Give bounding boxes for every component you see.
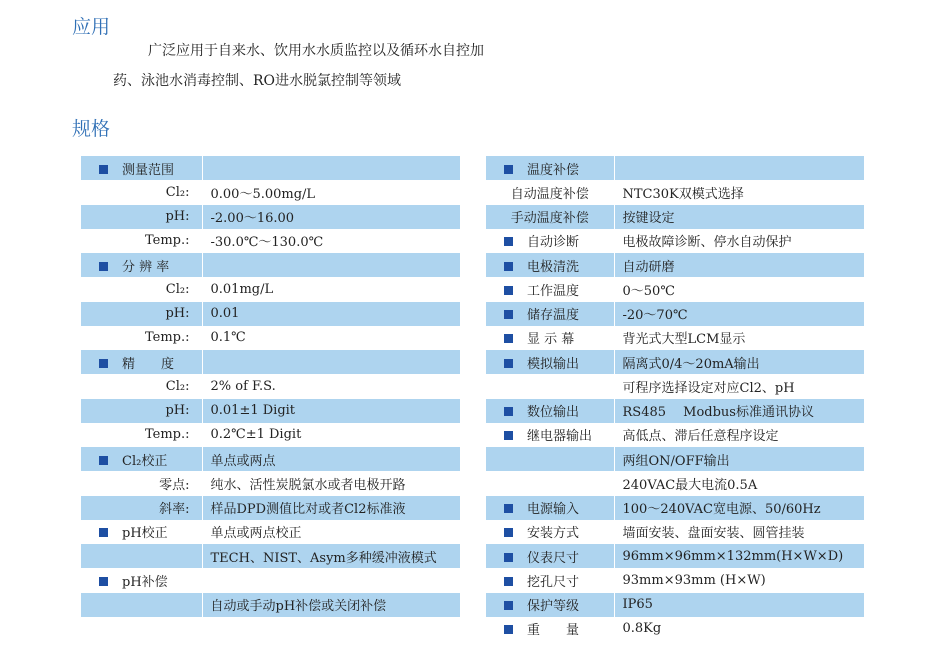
spec-label: 仪表尺寸 bbox=[527, 550, 580, 566]
spec-row-left bbox=[81, 544, 460, 568]
spec-value bbox=[202, 156, 460, 180]
spec-value: 背光式大型LCM显示 bbox=[614, 326, 864, 350]
spec-label: pH补偿 bbox=[122, 574, 168, 590]
square-bullet-icon bbox=[504, 625, 513, 634]
spec-row-left bbox=[81, 180, 460, 204]
spec-label-cell bbox=[81, 156, 202, 180]
spec-value: 2% of F.S. bbox=[202, 374, 460, 398]
spec-label-cell bbox=[81, 568, 202, 592]
spec-row-right bbox=[486, 544, 864, 568]
spec-label-cell bbox=[81, 496, 202, 520]
square-bullet-icon bbox=[504, 528, 513, 537]
spec-row-left bbox=[81, 374, 460, 398]
spec-label-cell bbox=[81, 277, 202, 301]
spec-row-left bbox=[81, 520, 460, 544]
spec-label-cell bbox=[486, 593, 614, 617]
spec-value: 0.01 bbox=[202, 302, 460, 326]
spec-label-cell bbox=[486, 302, 614, 326]
spec-label-cell bbox=[81, 350, 202, 374]
spec-row-left bbox=[81, 593, 460, 617]
spec-row-left bbox=[81, 496, 460, 520]
spec-row-right bbox=[486, 617, 864, 641]
spec-label: Cl₂校正 bbox=[122, 453, 168, 469]
spec-label-cell bbox=[81, 399, 202, 423]
spec-value: NTC30K双模式选择 bbox=[614, 180, 864, 204]
spec-label: 手动温度补偿 bbox=[510, 211, 589, 227]
spec-label-cell bbox=[81, 520, 202, 544]
square-bullet-icon bbox=[504, 577, 513, 586]
spec-value: 可程序选择设定对应Cl2、pH bbox=[614, 374, 864, 398]
spec-label: 电极清洗 bbox=[527, 259, 580, 275]
spec-value: TECH、NIST、Asym多种缓冲液模式 bbox=[202, 544, 460, 568]
square-bullet-icon bbox=[504, 286, 513, 295]
spec-label-cell bbox=[81, 447, 202, 471]
spec-value: 自动或手动pH补偿或关闭补偿 bbox=[202, 593, 460, 617]
spec-row-right bbox=[486, 447, 864, 471]
spec-label: 自动温度补偿 bbox=[510, 186, 589, 202]
spec-label: 温度补偿 bbox=[527, 162, 580, 178]
spec-label-cell bbox=[81, 593, 202, 617]
spec-row-left bbox=[81, 277, 460, 301]
spec-value: 0.2℃±1 Digit bbox=[202, 423, 460, 447]
spec-row-left bbox=[81, 156, 460, 180]
spec-value: 93mm×93mm (H×W) bbox=[614, 568, 864, 592]
spec-label-cell bbox=[81, 326, 202, 350]
square-bullet-icon bbox=[504, 553, 513, 562]
spec-label: 测量范围 bbox=[122, 162, 175, 178]
application-text-line-2: 药、泳池水消毒控制、RO进水脱氯控制等领域 bbox=[113, 73, 402, 89]
spec-label-cell bbox=[81, 374, 202, 398]
spec-value: 电极故障诊断、停水自动保护 bbox=[614, 229, 864, 253]
spec-value: 高低点、滞后任意程序设定 bbox=[614, 423, 864, 447]
square-bullet-icon bbox=[504, 165, 513, 174]
spec-label-cell bbox=[486, 229, 614, 253]
spec-label: 挖孔尺寸 bbox=[527, 574, 580, 590]
square-bullet-icon bbox=[504, 601, 513, 610]
spec-row-right bbox=[486, 302, 864, 326]
spec-label: Temp.: bbox=[144, 330, 190, 346]
spec-label-cell bbox=[486, 374, 614, 398]
spec-row-left bbox=[81, 326, 460, 350]
spec-row-right bbox=[486, 496, 864, 520]
spec-label: Temp.: bbox=[144, 233, 190, 249]
spec-label: 继电器输出 bbox=[527, 429, 593, 445]
square-bullet-icon bbox=[504, 407, 513, 416]
spec-label: Cl₂: bbox=[165, 184, 190, 200]
square-bullet-icon bbox=[504, 334, 513, 343]
square-bullet-icon bbox=[99, 456, 108, 465]
spec-value: 0.01mg/L bbox=[202, 277, 460, 301]
application-text-line-1: 广泛应用于自来水、饮用水水质监控以及循环水自控加 bbox=[148, 43, 484, 59]
spec-label-cell bbox=[486, 617, 614, 641]
spec-label: pH: bbox=[165, 306, 190, 322]
spec-value: 样品DPD测值比对或者Cl2标准液 bbox=[202, 496, 460, 520]
spec-label: 储存温度 bbox=[527, 308, 580, 324]
square-bullet-icon bbox=[504, 359, 513, 368]
spec-label: 安装方式 bbox=[527, 526, 580, 542]
spec-row-right bbox=[486, 205, 864, 229]
spec-value: 墙面安装、盘面安装、圆管挂装 bbox=[614, 520, 864, 544]
spec-label-cell bbox=[486, 496, 614, 520]
spec-label: 自动诊断 bbox=[527, 235, 580, 251]
spec-row-right bbox=[486, 350, 864, 374]
spec-value: -20～70℃ bbox=[614, 302, 864, 326]
spec-row-right bbox=[486, 568, 864, 592]
spec-value: 单点或两点校正 bbox=[202, 520, 460, 544]
spec-row-right bbox=[486, 277, 864, 301]
spec-label-cell bbox=[486, 326, 614, 350]
spec-row-left bbox=[81, 205, 460, 229]
spec-row-right bbox=[486, 399, 864, 423]
spec-row-left bbox=[81, 399, 460, 423]
spec-label-cell bbox=[81, 205, 202, 229]
spec-value: 纯水、活性炭脱氯水或者电极开路 bbox=[202, 471, 460, 495]
spec-value: RS485 Modbus标准通讯协议 bbox=[614, 399, 864, 423]
spec-label-cell bbox=[486, 205, 614, 229]
spec-value: 隔离式0/4～20mA输出 bbox=[614, 350, 864, 374]
spec-row-right bbox=[486, 374, 864, 398]
spec-label-cell bbox=[486, 399, 614, 423]
spec-value: 单点或两点 bbox=[202, 447, 460, 471]
spec-label: 重 量 bbox=[527, 623, 580, 639]
square-bullet-icon bbox=[99, 262, 108, 271]
spec-row-left bbox=[81, 423, 460, 447]
spec-value: 100～240VAC宽电源、50/60Hz bbox=[614, 496, 864, 520]
spec-label-cell bbox=[486, 180, 614, 204]
spec-label: 零点: bbox=[159, 477, 190, 493]
spec-value: IP65 bbox=[614, 593, 864, 617]
spec-label: 分 辨 率 bbox=[122, 259, 170, 275]
square-bullet-icon bbox=[99, 359, 108, 368]
spec-label-cell bbox=[486, 568, 614, 592]
spec-value: 0.01±1 Digit bbox=[202, 399, 460, 423]
spec-row-left bbox=[81, 471, 460, 495]
spec-label: pH: bbox=[165, 403, 190, 419]
spec-value: 自动研磨 bbox=[614, 253, 864, 277]
square-bullet-icon bbox=[504, 262, 513, 271]
spec-label: 保护等级 bbox=[527, 599, 580, 615]
spec-row-right bbox=[486, 180, 864, 204]
square-bullet-icon bbox=[99, 577, 108, 586]
spec-value bbox=[202, 350, 460, 374]
spec-label: 电源输入 bbox=[527, 502, 580, 518]
spec-label-cell bbox=[81, 423, 202, 447]
spec-label-cell bbox=[486, 423, 614, 447]
spec-label-cell bbox=[486, 447, 614, 471]
spec-value: 按键设定 bbox=[614, 205, 864, 229]
square-bullet-icon bbox=[504, 504, 513, 513]
spec-label-cell bbox=[81, 253, 202, 277]
spec-label-cell bbox=[486, 471, 614, 495]
spec-label: 显 示 幕 bbox=[527, 332, 575, 348]
square-bullet-icon bbox=[504, 237, 513, 246]
spec-label-cell bbox=[81, 180, 202, 204]
spec-row-right bbox=[486, 326, 864, 350]
spec-label-cell bbox=[486, 544, 614, 568]
spec-value bbox=[202, 568, 460, 592]
spec-row-left bbox=[81, 302, 460, 326]
spec-value bbox=[202, 253, 460, 277]
spec-value: -30.0℃～130.0℃ bbox=[202, 229, 460, 253]
spec-row-left bbox=[81, 253, 460, 277]
spec-value: 两组ON/OFF输出 bbox=[614, 447, 864, 471]
spec-table-right bbox=[486, 156, 864, 641]
spec-label-cell bbox=[81, 471, 202, 495]
spec-label: 数位输出 bbox=[527, 405, 580, 421]
square-bullet-icon bbox=[504, 310, 513, 319]
spec-label: 工作温度 bbox=[527, 283, 580, 299]
spec-label: Cl₂: bbox=[165, 281, 190, 297]
spec-row-left bbox=[81, 350, 460, 374]
application-heading: 应用 bbox=[72, 16, 111, 38]
spec-label-cell bbox=[81, 229, 202, 253]
spec-label-cell bbox=[486, 520, 614, 544]
spec-value: 0.1℃ bbox=[202, 326, 460, 350]
spec-value: -2.00～16.00 bbox=[202, 205, 460, 229]
spec-label-cell bbox=[81, 302, 202, 326]
spec-label-cell bbox=[486, 253, 614, 277]
spec-row-right bbox=[486, 423, 864, 447]
square-bullet-icon bbox=[99, 528, 108, 537]
spec-label: pH校正 bbox=[122, 526, 168, 542]
spec-table-left bbox=[81, 156, 460, 617]
spec-label: 模拟输出 bbox=[527, 356, 580, 372]
spec-label-cell bbox=[486, 350, 614, 374]
spec-value: 96mm×96mm×132mm(H×W×D) bbox=[614, 544, 864, 568]
spec-label-cell bbox=[81, 544, 202, 568]
spec-label: Cl₂: bbox=[165, 378, 190, 394]
spec-label-cell bbox=[486, 277, 614, 301]
spec-label: pH: bbox=[165, 209, 190, 225]
spec-value: 0～50℃ bbox=[614, 277, 864, 301]
spec-row-right bbox=[486, 229, 864, 253]
spec-label: 斜率: bbox=[159, 502, 190, 518]
spec-value: 0.8Kg bbox=[614, 617, 864, 641]
spec-value bbox=[614, 156, 864, 180]
spec-row-left bbox=[81, 447, 460, 471]
spec-value: 0.00～5.00mg/L bbox=[202, 180, 460, 204]
spec-row-right bbox=[486, 156, 864, 180]
spec-row-right bbox=[486, 593, 864, 617]
square-bullet-icon bbox=[99, 165, 108, 174]
spec-row-right bbox=[486, 471, 864, 495]
spec-value: 240VAC最大电流0.5A bbox=[614, 471, 864, 495]
spec-label: Temp.: bbox=[144, 427, 190, 443]
spec-row-right bbox=[486, 520, 864, 544]
square-bullet-icon bbox=[504, 431, 513, 440]
spec-label: 精 度 bbox=[122, 356, 175, 372]
spec-row-right bbox=[486, 253, 864, 277]
spec-label-cell bbox=[486, 156, 614, 180]
spec-row-left bbox=[81, 229, 460, 253]
spec-row-left bbox=[81, 568, 460, 592]
specs-heading: 规格 bbox=[72, 118, 111, 140]
